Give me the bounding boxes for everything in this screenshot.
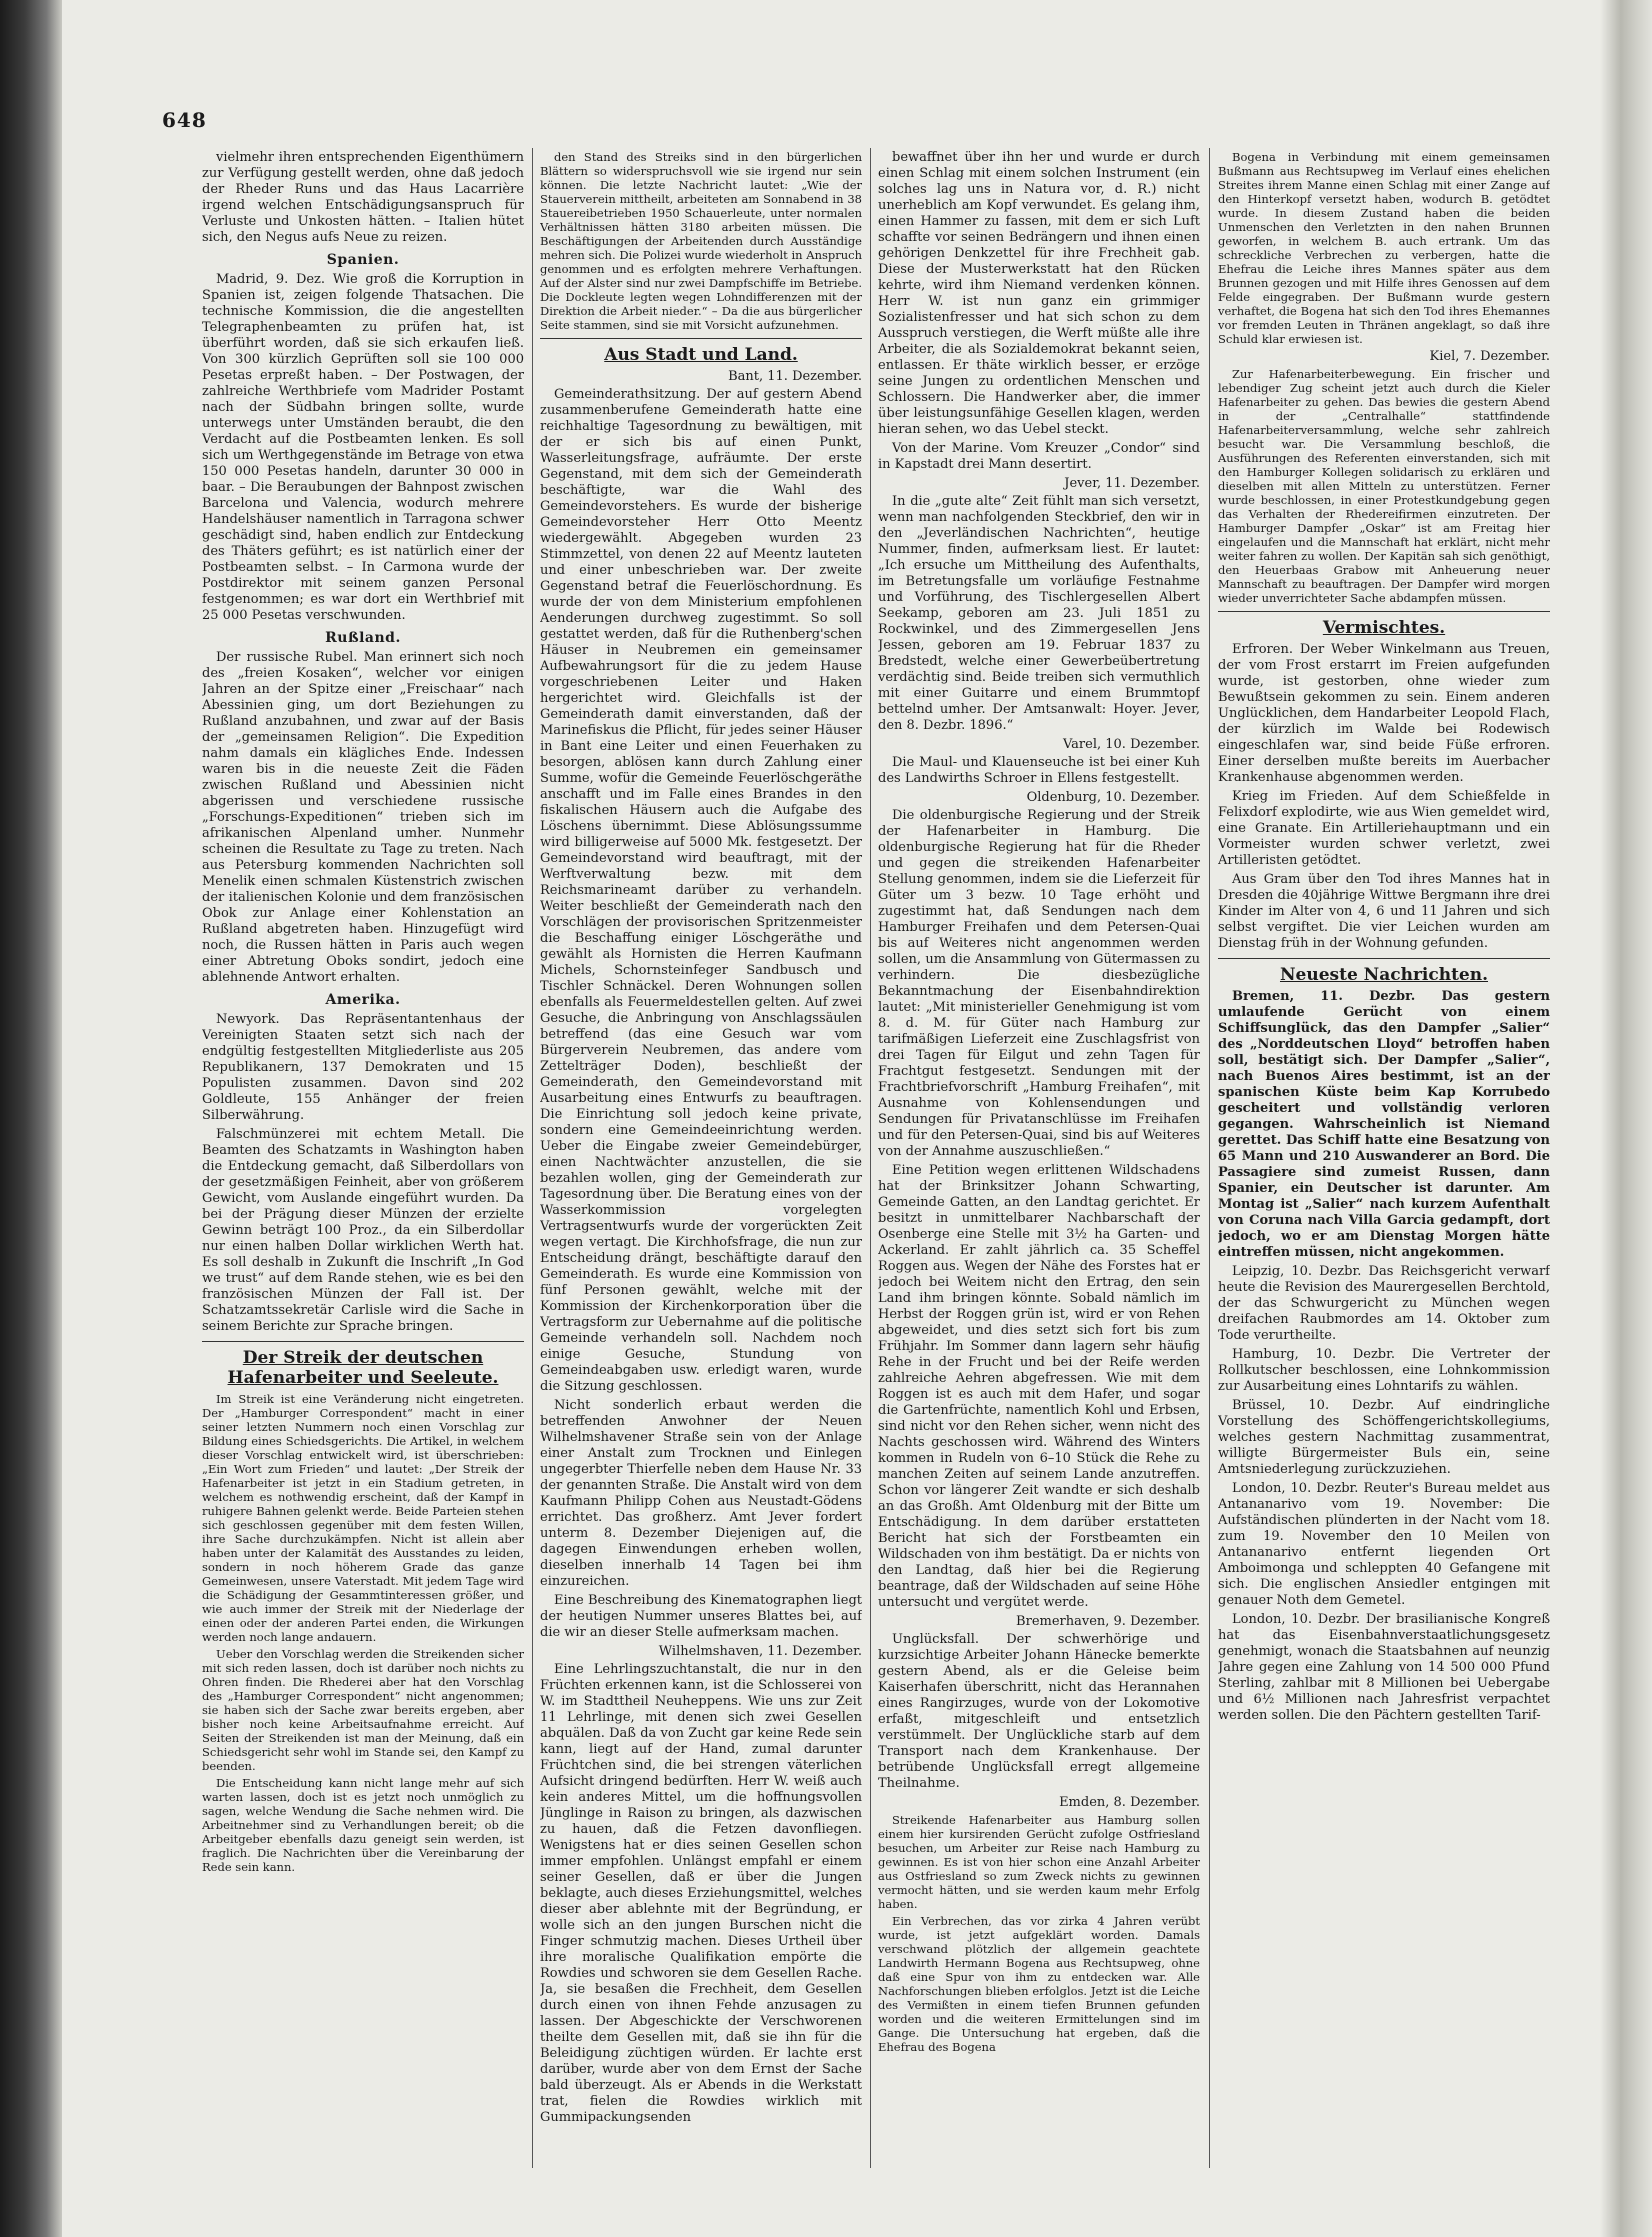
article-paragraph: Im Streik ist eine Veränderung nicht eingetreten. Der „Hamburger Correspondent“ macht in einer seiner letzten Nummern noch einen Vorschlag zur Bildung eines Schiedsgerichts. Die Artikel, in welchem dieser Vorschlag entwickelt wird, ist überschrieben: „Ein Wort zum Frieden“ und lautet: „Der Streik der Hafenarbeiter ist jetzt in ein Stadium getreten, in welchem es nothwendig erscheint, daß der Kampf in ruhigere Bahnen gelenkt werde. Beide Parteien stehen sich geschlossen gegenüber mit dem festen Willen, ihre Sache durchzukämpfen. Nicht ist allein aber haben unter der Kalamität des Ausstandes zu leiden, sondern in noch höherem Grade das ganze Gemeinwesen, unsere Vaterstadt. Mit jedem Tage wird die Schädigung der Gesammtinteressen größer, und wie auch immer der Streik mit der Niederlage der einen oder der anderen Partei enden, die Wirkungen werden noch lange andauern.	[202, 1392, 524, 1644]
dateline: Bremerhaven, 9. Dezember.	[1016, 1614, 1200, 1629]
article-paragraph: Newyork. Das Repräsentantenhaus der Vereinigten Staaten setzt sich nach der endgültig festgestellten Mitgliederliste aus 205 Republikanern, 137 Demokraten und 15 Populisten zusammen. Davon sind 202 Goldleute, 155 Anhänger der freien Silberwährung.	[202, 1012, 524, 1123]
article-paragraph: Die oldenburgische Regierung und der Streik der Hafenarbeiter in Hamburg. Die oldenburgische Regierung hat für die Rheder und gegen die streikenden Hafenarbeiter Stellung genommen, indem sie die Lieferzeit für Güter um 3 bezw. 10 Tage erhöht und zugestimmt hat, daß Sendungen nach dem Hamburger Freihafen und dem Petersen-Quai bis auf Weiteres nicht angenommen werden sollen, um die Ansammlung von Gütermassen zu verhindern. Die diesbezügliche Bekanntmachung der Eisenbahndirektion lautet: „Mit ministerieller Genehmigung ist vom 8. d. M. für Güter nach Hamburg zur tarifmäßigen Lieferzeit eine Zuschlagsfrist von drei Tagen für Eilgut und zehn Tagen für Frachtgut festgesetzt. Sendungen mit der Frachtbriefvorschrift „Hamburg Freihafen“, mit Ausnahme von Kohlensendungen und Sendungen für Privatanschlüsse im Freihafen und für den Petersen-Quai, sind bis auf Weiteres von der Annahme auszuschließen.“	[878, 808, 1200, 1159]
book-binding-shadow	[0, 0, 62, 2237]
article-paragraph: Erfroren. Der Weber Winkelmann aus Treuen, der vom Frost erstarrt im Freien aufgefunden wurde, ist gestorben, ohne wieder zum Bewußtsein gekommen zu sein. Einem anderen Unglücklichen, dem Handarbeiter Leopold Flach, der kürzlich im Walde bei Rodewisch eingeschlafen war, sind beide Füße erfroren. Einer derselben mußte bereits im Auerbacher Krankenhause abgenommen werden.	[1218, 642, 1550, 785]
article-paragraph: Ein Verbrechen, das vor zirka 4 Jahren verübt wurde, ist jetzt aufgeklärt worden. Damals verschwand plötzlich der allgemein geachtete Landwirth Hermann Bogena aus Rechtsupweg, ohne daß eine Spur von ihm zu entdecken war. Alle Nachforschungen blieben erfolglos. Jetzt ist die Leiche des Vermißten in einem tiefen Brunnen gefunden worden und die weiteren Ermittelungen sind im Gange. Die Untersuchung hat ergeben, daß die Ehefrau des Bogena	[878, 1914, 1200, 2054]
article-paragraph: Ueber den Vorschlag werden die Streikenden sicher mit sich reden lassen, doch ist darüber noch nichts zu Ohren finden. Die Rhederei aber hat den Vorschlag des „Hamburger Correspondent“ nicht angenommen; sie haben sich der Sache zwar bereits ergeben, aber bisher noch keine Arbeitsaufnahme erreicht. Auf Seiten der Streikenden ist man der Meinung, daß ein Schiedsgericht sehr wohl im Stande sei, den Kampf zu beenden.	[202, 1647, 524, 1773]
article-headline-streik: Der Streik der deutschen Hafenarbeiter und Seeleute.	[227, 1348, 499, 1388]
article-paragraph: Von der Marine. Vom Kreuzer „Condor“ sind in Kapstadt drei Mann desertirt.	[878, 441, 1200, 472]
dateline: Emden, 8. Dezember.	[1059, 1795, 1200, 1810]
article-paragraph: Leipzig, 10. Dezbr. Das Reichsgericht verwarf heute die Revision des Maurergesellen Berchtold, der das Schwurgericht zu München wegen dreifachen Raubmordes am 14. Oktober zum Tode verurtheilte.	[1218, 1264, 1550, 1343]
article-paragraph: Eine Beschreibung des Kinematographen liegt der heutigen Nummer unseres Blattes bei, auf die wir an dieser Stelle aufmerksam machen.	[540, 1593, 862, 1640]
dateline: Kiel, 7. Dezember.	[1429, 349, 1550, 364]
article-paragraph: In die „gute alte“ Zeit fühlt man sich versetzt, wenn man nachfolgenden Steckbrief, den wir in den „Jeverländischen Nachrichten“, heutige Nummer, finden, aufmerksam liest. Er lautet: „Ich ersuche um Mittheilung des Aufenthalts, im Betretungsfalle um vorläufige Festnahme und Vorführung, des Tischlergesellen Albert Seekamp, geboren am 23. Juli 1851 zu Rockwinkel, und des Zimmergesellen Jens Jessen, geboren am 19. Februar 1837 zu Bredstedt, welche einer Gewerbeübertretung verdächtig sind. Beide treiben sich vermuthlich mit einer Guitarre und einem Brummtopf bettelnd umher. Der Amtsanwalt: Hoyer. Jever, den 8. Dezbr. 1896.“	[878, 494, 1200, 733]
column-1	[202, 150, 524, 2160]
article-paragraph: Aus Gram über den Tod ihres Mannes hat in Dresden die 40jährige Wittwe Bergmann ihre drei Kinder im Alter von 4, 6 und 11 Jahren und sich selbst vergiftet. Die vier Leichen wurden am Dienstag früh in der Wohnung gefunden.	[1218, 872, 1550, 951]
dateline: Jever, 11. Dezember.	[1064, 476, 1200, 491]
article-paragraph: Brüssel, 10. Dezbr. Auf eindringliche Vorstellung des Schöffengerichtskollegiums, welches gestern Nachmittag zusammentrat, willigte Bürgermeister Buls ein, seine Amtsniederlegung zurückzuziehen.	[1218, 1398, 1550, 1477]
divider	[540, 338, 862, 339]
section-headline-vermischtes: Vermischtes.	[1322, 618, 1446, 638]
article-paragraph: Nicht sonderlich erbaut werden die betreffenden Anwohner der Neuen Wilhelmshavener Straße sein von der Anlage einer Anstalt zum Trocknen und Einlegen ungegerbter Thierfelle neben dem Hause Nr. 33 der genannten Straße. Die Anstalt wird von dem Kaufmann Philipp Cohen aus Neustadt-Gödens errichtet. Das großherz. Amt Jever fordert unterm 8. Dezember Diejenigen auf, die dagegen Einwendungen erheben wollen, dieselben innerhalb 14 Tagen bei ihm einzureichen.	[540, 1398, 862, 1589]
divider	[202, 1341, 524, 1342]
column-rule	[870, 148, 871, 2168]
section-heading-amerika: Amerika.	[325, 992, 401, 1008]
article-paragraph: Falschmünzerei mit echtem Metall. Die Beamten des Schatzamts in Washington haben die Entdeckung gemacht, daß Silberdollars von der gesetzmäßigen Feinheit, aber von größerem Gewicht, vom Auslande eingeführt wurden. Da bei der Prägung dieser Münzen der erzielte Gewinn beträgt 100 Proz., da ein Silberdollar nur einen halben Dollar wirklichen Werth hat. Es soll deshalb in Zukunft die Inschrift „In God we trust“ auf dem Rande stehen, wie es bei den französischen Münzen der Fall ist. Der Schatzamtssekretär Carlisle wird die Sache in seinem Berichte zur Sprache bringen.	[202, 1127, 524, 1334]
dateline: Bant, 11. Dezember.	[728, 369, 862, 384]
article-paragraph: Gemeinderathsitzung. Der auf gestern Abend zusammenberufene Gemeinderath hatte eine reichhaltige Tagesordnung zu bewältigen, mit der er sich bis auf einen Punkt, Wasserleitungsfrage, aufräumte. Der erste Gegenstand, mit dem sich der Gemeinderath beschäftigte, war die Wahl des Gemeindevorstehers. Es wurde der bisherige Gemeindevorsteher Herr Otto Meentz wiedergewählt. Abgegeben wurden 23 Stimmzettel, von denen 22 auf Meentz lauteten und einer unbeschrieben war. Der zweite Gegenstand betraf die Feuerlöschordnung. Es wurde der von dem Ministerium empfohlenen Aenderungen durchweg zugestimmt. So soll gestattet werden, daß für die Ruthenberg'schen Häuser in Neubremen ein gemeinsamer Aufbewahrungsort für die zu jedem Hause vorgeschriebenen Leiter und Haken hergerichtet wird. Gleichfalls ist der Gemeinderath damit einverstanden, daß der Marinefiskus die Pflicht, für jedes seiner Häuser in Bant eine Leiter und einen Feuerhaken zu besorgen, ablösen kann durch Zahlung einer Summe, wofür die Gemeinde Feuerlöschgeräthe anschafft und im Falle eines Brandes in den fiskalischen Häusern auch die Aufgabe des Löschens übernimmt. Diese Ablösungssumme wird billigerweise auf 5000 Mk. festgesetzt. Der Gemeindevorstand wird beauftragt, mit der Werftverwaltung bezw. mit dem Reichsmarineamt darüber zu verhandeln. Weiter beschließt der Gemeinderath nach den Vorschlägen der provisorischen Spritzenmeister die Beschaffung einiger Löschgeräthe und gewählt als Hornisten die Herren Kaufmann Michels, Schornsteinfeger Sandbusch und Tischler Schnäckel. Deren Wohnungen sollen ebenfalls als Feuermeldestellen gelten. Auf zwei Gesuche, die Anbringung von Anschlagssäulen betreffend (das eine Gesuch war vom Bürgerverein Neubremen, das andere vom Zettelträger Doden), beschließt der Gemeinderath, den Gemeindevorstand mit Ausarbeitung eines Entwurfs zu beauftragen. Die Einrichtung soll jedoch keine private, sondern eine Gemeindeeinrichtung werden. Ueber die Eingabe zweier Gemeindebürger, einen Nachtwächter anzustellen, die sie bezahlen wollen, ging der Gemeinderath zur Tagesordnung über. Die Beratung eines von der Wasserkommission vorgelegten Vertragsentwurfs wurde der vorgerückten Zeit wegen vertagt. Die Kirchhofsfrage, die nun zur Entscheidung drängt, beschäftigte darauf den Gemeinderath. Es wurde eine Kommission von fünf Personen gewählt, welche mit der Kommission der Kirchenkorporation über die Vertragsform zur Uebernahme auf die politische Gemeinde verhandeln soll. Nachdem noch einige Gesuche, Stundung von Gemeindeabgaben usw. erledigt waren, wurde die Sitzung geschlossen.	[540, 387, 862, 1394]
section-heading-spanien: Spanien.	[326, 252, 400, 268]
article-paragraph: bewaffnet über ihn her und wurde er durch einen Schlag mit einem solchen Instrument (ein solches lag uns in Natura vor, d. R.) nicht unerheblich am Kopf verwundet. Es gelang ihm, einen Hammer zu fassen, mit dem er sich Luft schaffte vor seinen Bedrängern und ihnen einen gehörigen Denkzettel für ihre Frechheit gab. Diese der Musterwerkstatt hat den Rücken kehrte, wird ihm Niemand verdenken können. Herr W. ist nun ganz ein grimmiger Sozialistenfresser und hat sich schon zu dem Ausspruch verstiegen, die Werft müßte alle ihre Arbeiter, die als Sozialdemokrat bekannt seien, entlassen. Er thäte wirklich besser, er erzöge seine Jungen zu ordentlichen Menschen und Schlossern. Die Handwerker aber, die immer über leistungsunfähige Gesellen klagen, werden hieran sehen, wo das Uebel steckt.	[878, 150, 1200, 437]
dateline: Oldenburg, 10. Dezember.	[1026, 790, 1200, 805]
section-headline-neueste: Neueste Nachrichten.	[1279, 965, 1489, 985]
article-paragraph: Hamburg, 10. Dezbr. Die Vertreter der Rollkutscher beschlossen, eine Lohnkommission zur Ausarbeitung eines Lohntarifs zu wählen.	[1218, 1347, 1550, 1394]
article-paragraph: Die Maul- und Klauenseuche ist bei einer Kuh des Landwirths Schroer in Ellens festgestellt.	[878, 755, 1200, 786]
article-paragraph: Eine Petition wegen erlittenen Wildschadens hat der Brinksitzer Johann Schwarting, Gemeinde Gatten, an den Landtag gerichtet. Er besitzt in unmittelbarer Nachbarschaft der Osenberge eine Stelle mit 3½ ha Garten- und Ackerland. Er zahlt jährlich ca. 35 Scheffel Roggen aus. Wegen der Nähe des Forstes hat er jedoch bei Weitem nicht den Ertrag, den sein Land ihm bringen könnte. Sobald nämlich im Herbst der Roggen grün ist, wird er von Rehen abgeweidet, und dies setzt sich fort bis zum Frühjahr. Im Sommer dann lagern sehr häufig Rehe in der Frucht und bei der Reife werden zahlreiche Aehren abgefressen. Wie mit dem Roggen ist es auch mit dem Hafer, und sogar die Gartenfrüchte, namentlich Kohl und Erbsen, sind nicht vor den Rehen sicher, wenn nicht des Nachts geschossen wird. Während des Winters kommen in Rudeln von 6–10 Stück die Rehe zu manchen Zeiten auf seinem Lande anzutreffen. Schon vor längerer Zeit wandte er sich deshalb an das Großh. Amt Oldenburg mit der Bitte um Entschädigung. In dem darüber erstatteten Bericht hat sich der Forstbeamten ein Wildschaden von ihm bestätigt. Da er nichts von den Landtag, daß hier bei die Regierung beantrage, daß der Wildschaden auf seine Höhe untersucht und vergütet werde.	[878, 1163, 1200, 1610]
dateline: Varel, 10. Dezember.	[1062, 737, 1200, 752]
article-paragraph: den Stand des Streiks sind in den bürgerlichen Blättern so widerspruchsvoll wie sie irgend nur sein können. Die letzte Nachricht lautet: „Wie der Stauerverein mittheilt, arbeiteten am Sonnabend in 38 Stauereibetrieben 1950 Schauerleute, unter normalen Verhältnissen hätten 3180 arbeiten müssen. Die Beschäftigungen der Arbeitenden durch Ausständige mehren sich. Die Polizei wurde wiederholt in Anspruch genommen und es erfolgten mehrere Verhaftungen. Auf der Alster sind nur zwei Dampfschiffe im Betriebe. Die Dockleute legten wegen Lohndifferenzen mit der Direktion die Arbeit nieder.“ – Da die aus bürgerlicher Seite stammen, sind sie mit Vorsicht aufzunehmen.	[540, 150, 862, 332]
article-paragraph: Unglücksfall. Der schwerhörige und kurzsichtige Arbeiter Johann Hänecke bemerkte gestern Abend, als er die Geleise beim Kaiserhafen überschritt, nicht das Herannahen eines Rangirzuges, wurde von der Lokomotive erfaßt, mitgeschleift und entsetzlich verstümmelt. Der Unglückliche starb auf dem Transport nach dem Krankenhause. Der betrübende Unglücksfall erregt allgemeine Theilnahme.	[878, 1632, 1200, 1791]
section-heading-russland: Rußland.	[325, 630, 401, 646]
article-paragraph: Die Entscheidung kann nicht lange mehr auf sich warten lassen, doch ist es jetzt noch unmöglich zu sagen, welche Wendung die Sache nehmen wird. Die Arbeitnehmer sind zu Verhandlungen bereit; ob die Arbeitgeber ebenfalls dazu geneigt sein werden, ist fraglich. Die Nachrichten über die Vereinbarung der Rede sein kann.	[202, 1776, 524, 1874]
section-headline-stadt-land: Aus Stadt und Land.	[604, 345, 798, 365]
article-paragraph: Streikende Hafenarbeiter aus Hamburg sollen einem hier kursirenden Gerücht zufolge Ostfriesland besuchen, um Arbeiter zur Reise nach Hamburg zu gewinnen. Es ist von hier schon eine Anzahl Arbeiter aus Ostfriesland so zum Zweck nichts zu gewinnen vermocht hätten, und sie werden kaum mehr Erfolg haben.	[878, 1813, 1200, 1911]
column-rule	[532, 148, 533, 2168]
dateline: Wilhelmshaven, 11. Dezember.	[658, 1644, 862, 1659]
article-paragraph: Der russische Rubel. Man erinnert sich noch des „freien Kosaken“, welcher vor einigen Jahren an der Spitze einer „Freischaar“ nach Abessinien ging, um dort Beziehungen zu Rußland anzubahnen, und zwar auf der Basis der „gemeinsamen Religion“. Die Expedition nahm damals ein klägliches Ende. Indessen waren bis in die neueste Zeit die Fäden zwischen Rußland und Abessinien nicht abgerissen und verschiedene russische „Forschungs-Expeditionen“ trieben sich im afrikanischen Alpenland umher. Nunmehr scheinen die Resultate zu Tage zu treten. Nach aus Petersburg kommenden Nachrichten soll Menelik einen schmalen Küstenstrich zwischen der italienischen Kolonie und dem französischen Obok zur Anlage einer Kohlenstation an Rußland abgetreten haben. Hinzugefügt wird noch, die Russen hätten in Paris auch wegen einer Abtretung Oboks sondirt, jedoch eine ablehnende Antwort erhalten.	[202, 650, 524, 985]
article-paragraph: London, 10. Dezbr. Der brasilianische Kongreß hat das Eisenbahnverstaatlichungsgesetz genehmigt, wonach die Staatsbahnen auf neunzig Jahre gegen eine Zahlung von 14 500 000 Pfund Sterling, zahlbar mit 8 Millionen bei Uebergabe und 6½ Millionen nach Jahresfrist verpachtet werden sollen. Die den Pächtern gestellten Tarif-	[1218, 1612, 1550, 1723]
article-paragraph: vielmehr ihren entsprechenden Eigenthümern zur Verfügung gestellt werden, ohne daß jedoch der Rheder Runs und das Haus Lacarrière irgend welchen Entschädigungsanspruch für Verluste und Unkosten hätten. – Italien hütet sich, den Negus aufs Neue zu reizen.	[202, 150, 524, 245]
column-2	[540, 150, 862, 2160]
article-paragraph: Eine Lehrlingszuchtanstalt, die nur in den Früchten erkennen kann, ist die Schlosserei von W. im Stadttheil Neuheppens. Wie uns zur Zeit 11 Lehrlinge, mit denen sich zwei Gesellen abquälen. Daß da von Zucht gar keine Rede sein kann, liegt auf der Hand, zumal darunter Früchtchen sind, die bei strengen väterlichen Aufsicht dringend bedürften. Herr W. weiß auch kein anderes Mittel, um die hoffnungsvollen Jünglinge in Raison zu bringen, als dazwischen zu hauen, daß die Fetzen davonfliegen. Wenigstens hat er dies seinen Gesellen schon immer empfohlen. Unlängst empfahl er einem seiner Gesellen, daß er über die Jungen beklagte, auch dieses Erziehungsmittel, welches dieser aber ablehnte mit der Begründung, er wolle sich an den jungen Burschen nicht die Finger schmutzig machen. Dieses Urtheil über ihre moralische Qualifikation empörte die Rowdies und schworen sie dem Gesellen Rache. Ja, sie besaßen die Frechheit, dem Gesellen durch einen von ihnen Fehde anzusagen zu lassen. Der Abgeschickte der Verschworenen theilte dem Gesellen mit, daß sie ihn für die Beleidigung züchtigen würden. Er lachte erst darüber, wurde aber von dem Ernst der Sache bald überzeugt. Als er Abends in die Werkstatt trat, fielen die Rowdies wirklich mit Gummipackungsenden	[540, 1662, 862, 2125]
divider	[1218, 611, 1550, 612]
article-paragraph: Zur Hafenarbeiterbewegung. Ein frischer und lebendiger Zug scheint jetzt auch durch die Kieler Hafenarbeiter zu gehen. Das bewies die gestern Abend in der „Centralhalle“ stattfindende Hafenarbeiterversammlung, welche sehr zahlreich besucht war. Die Versammlung beschloß, die Ausführungen des Referenten einverstanden, sich mit den Hamburger Kollegen solidarisch zu erklären und dieselben mit allen Mitteln zu unterstützen. Ferner wurde beschlossen, in einer Protestkundgebung gegen das Verhalten der Rhedereifirmen einzutreten. Der Hamburger Dampfer „Oskar“ ist am Freitag hier eingelaufen und die Mannschaft hat erklärt, nicht mehr weiter fahren zu wollen. Der Kapitän sah sich genöthigt, den Heuerbaas Grabow mit Anheuerung neuer Mannschaft zu beauftragen. Der Dampfer wird morgen wieder unverrichteter Sache abdampfen müssen.	[1218, 367, 1550, 605]
article-paragraph: Bremen, 11. Dezbr. Das gestern umlaufende Gerücht von einem Schiffsunglück, das den Dampfer „Salier“ des „Norddeutschen Lloyd“ betroffen haben soll, bestätigt sich. Der Dampfer „Salier“, nach Buenos Aires bestimmt, ist an der spanischen Küste beim Kap Korrubedo gescheitert und vollständig verloren gegangen. Wahrscheinlich ist Niemand gerettet. Das Schiff hatte eine Besatzung von 65 Mann und 210 Auswanderer an Bord. Die Passagiere sind zumeist Russen, dann Spanier, ein Deutscher ist darunter. Am Montag ist „Salier“ nach kurzem Aufenthalt von Coruna nach Villa Garcia gedampft, dort jedoch, wo er am Dienstag Morgen hätte eintreffen müssen, nicht angekommen.	[1218, 989, 1550, 1260]
column-rule	[1209, 148, 1210, 2168]
page-number: 648	[162, 108, 207, 132]
column-4	[1218, 150, 1550, 2160]
article-paragraph: Bogena in Verbindung mit einem gemeinsamen Bußmann aus Rechtsupweg im Verlauf eines ehelichen Streites ihrem Manne einen Schlag mit einer Zange auf den Hinterkopf versetzt haben, wodurch B. getödtet wurde. In diesem Zustand haben die beiden Unmenschen den Verletzten in den nahen Brunnen geworfen, in welchem B. auch ertrank. Um das schreckliche Verbrechen zu verbergen, hatte die Ehefrau die Leiche ihres Mannes später aus dem Brunnen gezogen und mit Hilfe ihres Genossen auf dem Felde eingegraben. Der Bußmann wurde gestern verhaftet, die Bogena hat sich den Tod ihres Ehemannes vor fremden Leuten in Thränen angeklagt, so daß ihre Schuld klar erwiesen ist.	[1218, 150, 1550, 346]
article-paragraph: Madrid, 9. Dez. Wie groß die Korruption in Spanien ist, zeigen folgende Thatsachen. Die technische Kommission, die die angestellten Telegraphenbeamten zu prüfen hat, ist überführt worden, daß sie sich erkaufen ließ. Von 300 kürzlich Geprüften soll sie 100 000 Pesetas erpreßt haben. – Der Postwagen, der zahlreiche Werthbriefe vom Madrider Postamt nach der Südbahn bringen sollte, wurde unterwegs unter Umständen beraubt, die den Verdacht auf die Postbeamten lenken. Es soll sich um Werthgegenstände im Betrage von etwa 150 000 Pesetas handeln, darunter 30 000 in baar. – Die Beraubungen der Bahnpost zwischen Barcelona und Valencia, wodurch mehrere Handelshäuser namentlich in Tarragona schwer geschädigt sind, haben endlich zur Entdeckung des Thäters geführt; es ist natürlich einer der Postbeamten selbst. – In Carmona wurde der Postdirektor mit seinem ganzen Personal festgenommen; es war dort ein Werthbrief mit 25 000 Pesetas verschwunden.	[202, 272, 524, 623]
divider	[1218, 958, 1550, 959]
column-3	[878, 150, 1200, 2160]
page-edge	[1600, 0, 1652, 2237]
article-paragraph: Krieg im Frieden. Auf dem Schießfelde in Felixdorf explodirte, wie aus Wien gemeldet wird, eine Granate. Ein Artilleriehauptmann und ein Vormeister wurden schwer verletzt, zwei Artilleristen getödtet.	[1218, 789, 1550, 868]
article-paragraph: London, 10. Dezbr. Reuter's Bureau meldet aus Antananarivo vom 19. November: Die Aufständischen plünderten in der Nacht vom 18. zum 19. November den 10 Meilen von Antananarivo entfernt liegenden Ort Amboimonga und schleppten 40 Gefangene mit sich. Die englischen Ansiedler entgingen mit genauer Noth dem Gemetel.	[1218, 1481, 1550, 1608]
